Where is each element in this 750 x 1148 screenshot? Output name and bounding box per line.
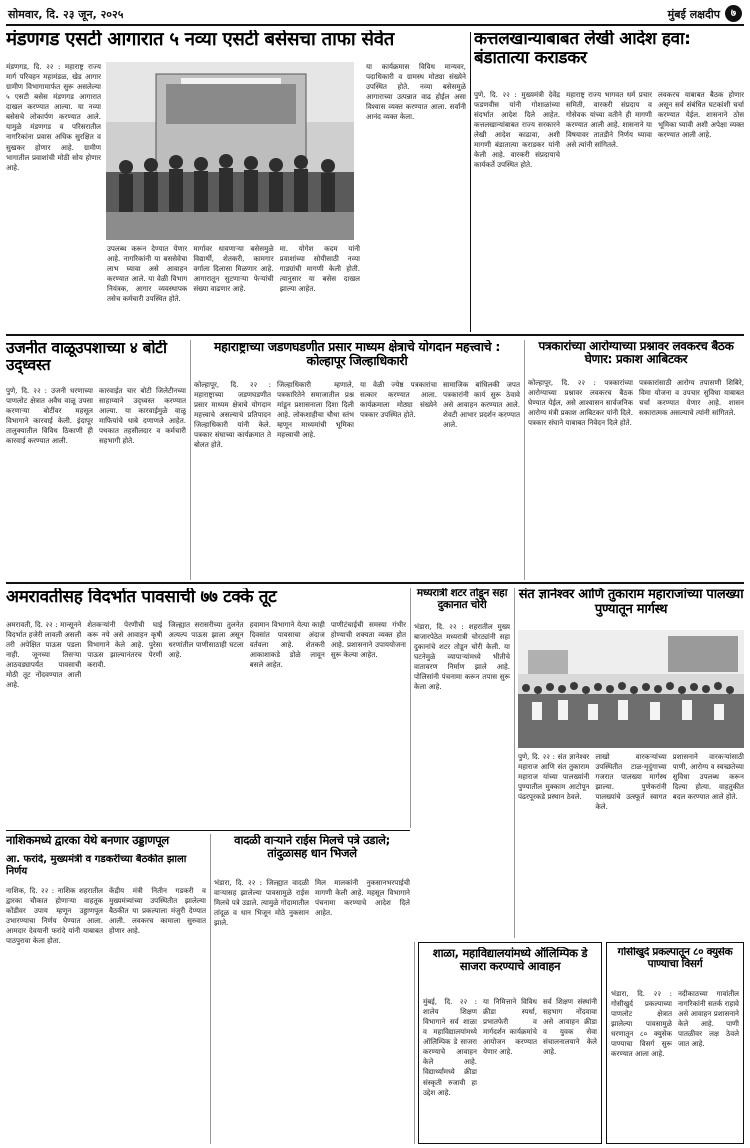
article-text: जिल्हाधिकारी म्हणाले, पत्रकारितेने समाजातील प्रश्न मांडून प्रशासनाला दिशा दिली आहे. लोकशाहीचा चौथा स्तंभ म्हणून माध्यमांची भूमिका महत्त्वाची आहे. bbox=[277, 380, 354, 440]
article-nashik-flyover bbox=[6, 834, 206, 1144]
article-text: मुंबई, दि. २२ : शालेय शिक्षण विभागाने सर्व शाळा व महाविद्यालयांमध्ये ऑलिम्पिक डे साजरा करण्याचे आवाहन केले आहे. विद्यार्थ्यांमध्ये क्रीडा संस्कृती रुजावी हा उद्देश आहे. bbox=[423, 997, 477, 1097]
article-text: मंडणगड, दि. २२ : महाराष्ट्र राज्य मार्ग परिवहन महामंडळ, खेड आगार ग्रामीण विभागामार्फत सुरू असलेल्या ५ एसटी बसेस मंडणगड आगारात दाखल करण्यात आल्या. या नव्या बसेसचे लोकार्पण करण्यात आले. यामुळे मंडणगड व परिसरातील नागरिकांना प्रवास अधिक सुरक्षित व सुखकर होणार आहे. ग्रामीण भागातील प्रवाशांची मोठी सोय होणार आहे. bbox=[6, 62, 101, 172]
article-headline: नाशिकमध्ये द्वारका येथे बनणार उड्डाणपूल bbox=[6, 834, 169, 847]
article-kolhapur-media bbox=[194, 340, 520, 578]
article-shop-theft bbox=[414, 588, 510, 938]
article-headline: संत ज्ञानेश्वर आणि तुकाराम महाराजांच्या पालख्या पुण्यातून मार्गस्थ bbox=[518, 588, 744, 617]
article-ujani-boats bbox=[6, 340, 186, 578]
article-text: लवकरच याबाबत बैठक होणार असून सर्व संबंधित घटकांशी चर्चा करण्यात येईल. शासनाने ठोस भूमिका घ्यावी अशी अपेक्षा व्यक्त करण्यात आली आहे. bbox=[658, 90, 744, 140]
article-amravati-rain bbox=[6, 588, 406, 826]
article-text: कारवाईत चार बोटी जिलेटीनच्या साहाय्याने उद्ध्वस्त करण्यात आल्या. या कारवाईमुळे वाळू माफियांचे धाबे दणाणले आहेत. पथकात तहसीलदार व कर्मचारी सहभागी होते. bbox=[99, 386, 186, 446]
masthead bbox=[6, 4, 744, 26]
article-text: नदीकाठच्या गावांतील नागरिकांनी सतर्क राहावे असे आवाहन प्रशासनाने केले आहे. पाणी पातळीवर लक्ष ठेवले जात आहे. bbox=[678, 989, 739, 1049]
article-text: पाणीटंचाईची समस्या गंभीर होण्याची शक्यता व्यक्त होत आहे. प्रशासनाने उपाययोजना सुरू केल्या आहेत. bbox=[330, 620, 406, 660]
article-text: जिल्ह्यात सरासरीच्या तुलनेत अत्यल्प पाऊस झाला असून धरणांतील पाणीसाठाही घटला आहे. bbox=[168, 620, 244, 660]
article-text: पुणे, दि. २२ : उजनी धरणाच्या पाणलोट क्षेत्रात अवैध वाळू उपसा करणाऱ्या बोटींवर महसूल विभागाने कारवाई केली. इंदापूर तालुक्यातील विविध ठिकाणी ही कारवाई करण्यात आली. bbox=[6, 386, 93, 446]
issue-date: सोमवार, दि. २३ जून, २०२५ bbox=[8, 8, 124, 21]
article-subhead: आ. फरांदे, मुख्यमंत्री व गडकरींच्या बैठकीत झाला निर्णय bbox=[6, 854, 187, 877]
article-text: मा. योगेश कदम यांनी प्रवाशांच्या सोयीसाठी नव्या गाड्यांची मागणी केली होती. त्यानुसार या बसेस दाखल झाल्या आहेत. bbox=[279, 244, 360, 294]
article-text: शेतकऱ्यांनी पेरणीची घाई करू नये असे आवाहन कृषी विभागाने केले आहे. पुरेसा पाऊस झाल्यानंतरच पेरणी करावी. bbox=[87, 620, 163, 670]
article-text: उपलब्ध करून देण्यात येणार आहे. नागरिकांनी या बससेवेचा लाभ घ्यावा असे आवाहन करण्यात आले. या वेळी विभाग नियंत्रक, आगार व्यवस्थापक तसेच कर्मचारी उपस्थित होते. bbox=[107, 244, 188, 304]
article-text: भंडारा, दि. २२ : शहरातील मुख्य बाजारपेठेत मध्यरात्री चोरट्यांनी सहा दुकानांचे शटर तोडून चोरी केली. या घटनेमुळे व्यापाऱ्यांमध्ये भीतीचे वातावरण निर्माण झाले आहे. पोलिसांनी पंचनामा करून तपास सुरू केला आहे. bbox=[414, 622, 510, 692]
article-gosikhurd bbox=[606, 942, 744, 1144]
article-text: भंडारा, दि. २२ : गोसीखुर्द प्रकल्पाच्या पाणलोट क्षेत्रात झालेल्या पावसामुळे धरणातून ८० क्युसेक पाण्याचा विसर्ग सुरू करण्यात आला आहे. bbox=[611, 989, 672, 1059]
article-text: मार्गावर धावणाऱ्या बसेसमुळे विद्यार्थी, शेतकरी, कामगार वर्गाला दिलासा मिळणार आहे. आगारातून सुटणाऱ्या फेऱ्यांची संख्या वाढणार आहे. bbox=[193, 244, 274, 294]
article-text: पत्रकारांसाठी आरोग्य तपासणी शिबिरे, विमा योजना व उपचार सुविधा याबाबत चर्चा करण्यात येणार आहे. शासन सकारात्मक असल्याचे त्यांनी सांगितले. bbox=[639, 378, 744, 418]
article-text: कोल्हापूर, दि. २२ : महाराष्ट्राच्या जडणघडणीत प्रसार माध्यम क्षेत्राचे योगदान महत्त्वाचे असल्याचे प्रतिपादन जिल्हाधिकारी यांनी केले. पत्रकार संघाच्या कार्यक्रमात ते बोलत होते. bbox=[194, 380, 271, 450]
article-headline: मंडणगड एसटी आगारात ५ नव्या एसटी बसेसचा ताफा सेवेत bbox=[6, 30, 394, 50]
article-text: अमरावती, दि. २२ : मान्सूनने विदर्भात हजेरी लावली असली तरी अपेक्षित पाऊस पडला नाही. जूनच्या तिसऱ्या आठवड्यापर्यंत पावसाची मोठी तूट नोंदवण्यात आली आहे. bbox=[6, 620, 82, 690]
article-headline: मध्यरात्री शटर तोडून सहा दुकानात चोरी bbox=[416, 588, 508, 611]
article-bandatatya-karadkar bbox=[474, 30, 744, 330]
article-headline: उजनीत वाळूउपशाच्या ४ बोटी उद्ध्वस्त bbox=[6, 340, 167, 375]
article-text: महाराष्ट्र राज्य भागवत धर्म प्रचार समिती, वारकरी संप्रदाय व गोसेवक यांच्या वतीने ही मागणी करण्यात आली आहे. शासनाने या विषयावर तातडीने निर्णय घ्यावा असे त्यांनी सांगितले. bbox=[566, 90, 652, 150]
article-headline: अमरावतीसह विदर्भात पावसाची ७७ टक्के तूट bbox=[6, 588, 277, 607]
article-text: या वेळी ज्येष्ठ पत्रकारांचा सत्कार करण्यात आला. कार्यक्रमाला मोठ्या संख्येने पत्रकार उपस्थित होते. bbox=[360, 380, 437, 420]
article-olympic-day bbox=[418, 942, 602, 1144]
article-text: मिल मालकांनी नुकसानभरपाईची मागणी केली आहे. महसूल विभागाने पंचनामा करण्याचे आदेश दिले आहेत. bbox=[315, 878, 410, 918]
article-text: हवामान विभागाने येत्या काही दिवसांत पावसाचा अंदाज वर्तवला आहे. शेतकरी आकाशाकडे डोळे लावून बसले आहेत. bbox=[249, 620, 325, 670]
article-text: पुणे, दि. २२ : संत ज्ञानेश्वर महाराज आणि संत तुकाराम महाराज यांच्या पालख्यांनी पुण्यातील मुक्काम आटोपून पंढरपूरकडे प्रस्थान ठेवले. bbox=[518, 752, 590, 802]
article-text: पुणे, दि. २२ : मुख्यमंत्री देवेंद्र फडणवीस यांनी गोशाळांच्या संदर्भात आदेश दिले आहेत. कत्तलखान्यांबाबत राज्य सरकारने लेखी आदेश काढावा, अशी मागणी बंडातात्या कराडकर यांनी केली आहे. वारकरी संप्रदायाचे कार्यकर्ते उपस्थित होते. bbox=[474, 90, 560, 170]
article-text: नाशिक, दि. २२ : नाशिक शहरातील द्वारका चौकात होणाऱ्या वाहतूक कोंडीवर उपाय म्हणून उड्डाणपूल उभारण्याचा निर्णय घेण्यात आला. आमदार देवयानी फरांदे यांनी याबाबत पाठपुरावा केला होता. bbox=[6, 886, 103, 946]
article-text: लाखो वारकऱ्यांच्या उपस्थितीत टाळ-मृदुंगाच्या गजरात पालख्या मार्गस्थ झाल्या. पुणेकरांनी पालख्यांचे उत्स्फूर्त स्वागत केले. bbox=[595, 752, 667, 812]
article-headline: पत्रकारांच्या आरोग्याच्या प्रश्नावर लवकरच बैठक घेणार: प्रकाश आबिटकर bbox=[538, 340, 734, 367]
article-text: प्रशासनाने वारकऱ्यांसाठी पाणी, आरोग्य व स्वच्छतेच्या सुविधा उपलब्ध करून दिल्या होत्या. वाहतुकीत बदल करण्यात आले होते. bbox=[672, 752, 744, 802]
paper-name: मुंबई लक्षदीप bbox=[667, 8, 720, 21]
article-rice-mill bbox=[214, 834, 410, 1144]
palkhi-procession-photo bbox=[518, 630, 744, 748]
article-headline: शाळा, महाविद्यालयांमध्ये ऑलिम्पिक डे साजरा करण्याचे आवाहन bbox=[432, 947, 588, 973]
article-text: भंडारा, दि. २२ : जिल्ह्यात वादळी वाऱ्यासह झालेल्या पावसामुळे राईस मिलचे पत्रे उडाले. त्यामुळे गोदामातील तांदूळ व धान भिजून मोठे नुकसान झाले. bbox=[214, 878, 309, 928]
article-headline: कत्तलखान्याबाबत लेखी आदेश हवा: बंडातात्या कराडकर bbox=[474, 30, 691, 69]
bus-inauguration-photo bbox=[106, 62, 354, 240]
article-text: या निमित्ताने विविध क्रीडा स्पर्धा, प्रभातफेरी व मार्गदर्शन कार्यक्रमांचे आयोजन करण्यात येणार आहे. bbox=[483, 997, 537, 1057]
page-number-badge: ७ bbox=[725, 5, 742, 22]
article-text: सर्व शिक्षण संस्थांनी सहभाग नोंदवावा असे आवाहन क्रीडा व युवक सेवा संचालनालयाने केले आहे. bbox=[543, 997, 597, 1057]
article-text: सामाजिक बांधिलकी जपत पत्रकारांनी कार्य सुरू ठेवावे असे आवाहन करण्यात आले. शेवटी आभार प्रदर्शन करण्यात आले. bbox=[443, 380, 520, 430]
article-headline: गोसीखुर्द प्रकल्पातून ८० क्युसेक पाण्याचा विसर्ग bbox=[617, 947, 733, 970]
article-text: केंद्रीय मंत्री नितीन गडकरी व मुख्यमंत्र्यांच्या उपस्थितीत झालेल्या बैठकीत या प्रकल्पाला मंजुरी देण्यात आली. लवकरच कामाला सुरुवात होणार आहे. bbox=[109, 886, 206, 936]
article-headline: वादळी वाऱ्याने राईस मिलचे पत्रे उडाले; तांदुळासह धान भिजले bbox=[234, 834, 390, 860]
article-headline: महाराष्ट्राच्या जडणघडणीत प्रसार माध्यम क्षेत्राचे योगदान महत्त्वाचे : कोल्हापूर जिल्हाधिकारी bbox=[213, 340, 501, 368]
article-text: कोल्हापूर, दि. २२ : पत्रकारांच्या आरोग्याच्या प्रश्नावर लवकरच बैठक घेण्यात येईल, असे आश्वासन सार्वजनिक आरोग्य मंत्री प्रकाश आबिटकर यांनी दिले. पत्रकार संघाने याबाबत निवेदन दिले होते. bbox=[528, 378, 633, 428]
article-abitkar-health bbox=[528, 340, 744, 578]
article-text: या कार्यक्रमास विविध मान्यवर, पदाधिकारी व ग्रामस्थ मोठ्या संख्येने उपस्थित होते. नव्या बसेसमुळे आगाराच्या उत्पन्नात वाढ होईल असा विश्वास व्यक्त करण्यात आला. सर्वांनी आनंद व्यक्त केला. bbox=[366, 62, 466, 122]
